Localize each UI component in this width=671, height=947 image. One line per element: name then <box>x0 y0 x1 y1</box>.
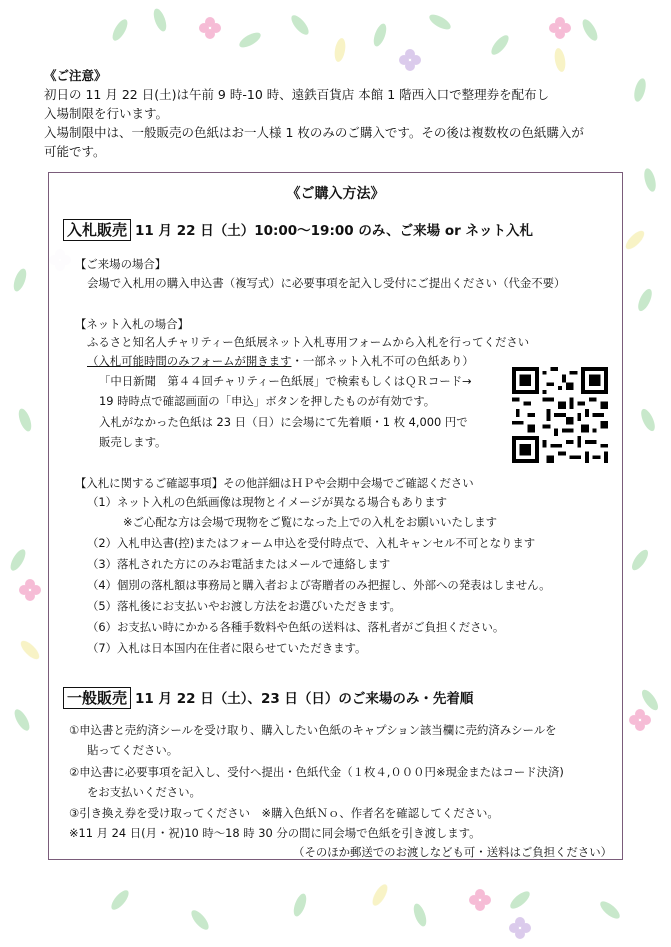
notice-section <box>44 66 644 161</box>
net-line: ふるさと知名人チャリティー色紙展ネット入札専用フォームから入札を行ってください <box>87 335 530 349</box>
confirm-item: （3）落札された方にのみお電話またはメールで連絡します <box>87 557 391 571</box>
confirm-heading <box>75 476 474 491</box>
confirm-item: （1）ネット入札の色紙画像は現物とイメージが異なる場合もあります <box>87 495 448 509</box>
confirm-heading-sub: その他詳細はＨＰや会期中会場でご確認ください <box>223 476 474 490</box>
net-heading: 【ネット入札の場合】 <box>75 317 189 331</box>
net-line: 販売します。 <box>99 435 167 449</box>
general-sale-heading <box>63 687 473 708</box>
net-line <box>87 354 474 369</box>
bid-sale-heading <box>63 219 533 240</box>
notice-line: 初日の 11 月 22 日(土)は午前 9 時-10 時、遠鉄百貨店 本館 1 階西入口で整理券を配布し <box>44 87 550 102</box>
confirm-heading-label: 【入札に関するご確認事項】 <box>75 476 224 490</box>
notice-line: 入場制限を行います。 <box>44 106 169 121</box>
general-line: ②申込書に必要事項を記入し、受付へ提出・色紙代金（１枚４,０００円※現金またはコード決済) <box>69 765 564 779</box>
bid-sale-headline: 11 月 22 日（土）10:00～19:00 のみ、ご来場 or ネット入札 <box>135 223 533 239</box>
general-sale-headline: 11 月 22 日（土）、23 日（日）のご来場のみ・先着順 <box>135 691 474 707</box>
confirm-item: （7）入札は日本国内在住者に限らせていただきます。 <box>87 641 367 655</box>
notice-line: 可能です。 <box>44 144 106 159</box>
general-line: 貼ってください。 <box>87 743 179 757</box>
net-line: 「中日新聞 第４４回チャリティー色紙展」で検索もしくはＱＲコード→ <box>99 374 472 388</box>
box-title: 《ご購入方法》 <box>286 186 385 202</box>
net-line: 入札がなかった色紙は 23 日（日）に会場にて先着順・1 枚 4,000 円で <box>99 415 468 429</box>
net-line: 19 時時点で確認画面の「申込」ボタンを押したものが有効です。 <box>99 394 436 408</box>
net-line-rest: ・一部ネット入札不可の色紙あり） <box>291 354 474 368</box>
confirm-item: （6）お支払い時にかかる各種手数料や色紙の送料は、落札者がご負担ください。 <box>87 620 505 634</box>
net-line-underlined: （入札可能時間のみフォームが開きます <box>87 354 292 368</box>
confirm-item: （2）入札申込書(控)またはフォーム申込を受付時点で、入札キャンセル不可となります <box>87 536 536 550</box>
general-line-note: （そのほか郵送でのお渡しなども可・送料はご負担ください） <box>293 845 612 859</box>
qr-code[interactable] <box>512 367 608 463</box>
visit-text: 会場で入札用の購入申込書（複写式）に必要事項を記入し受付にご提出ください（代金不要） <box>87 276 566 290</box>
visit-heading: 【ご来場の場合】 <box>75 257 167 271</box>
purchase-method-box <box>48 172 623 860</box>
bid-sale-tag: 入札販売 <box>63 219 131 241</box>
notice-line: 入場制限中は、一般販売の色紙はお一人様 1 枚のみのご購入です。その後は複数枚の色紙購入が <box>44 125 584 140</box>
general-line: をお支払いください。 <box>87 785 201 799</box>
general-sale-tag: 一般販売 <box>63 687 131 709</box>
notice-heading: 《ご注意》 <box>44 68 107 83</box>
confirm-item: （5）落札後にお支払いやお渡し方法をお選びいただきます。 <box>87 599 401 613</box>
confirm-item-note: ※ご心配な方は会場で現物をご覧になった上での入札をお願いいたします <box>123 515 498 529</box>
general-line: ③引き換え券を受け取ってください ※購入色紙Ｎｏ、作者名を確認してください。 <box>69 806 499 820</box>
general-line: ①申込書と売約済シールを受け取り、購入したい色紙のキャプション該当欄に売約済みシールを <box>69 723 557 737</box>
general-line: ※11 月 24 日(月・祝)10 時～18 時 30 分の間に同会場で色紙を引き渡します。 <box>69 826 481 840</box>
confirm-item: （4）個別の落札額は事務局と購入者および寄贈者のみ把握し、外部への発表はしません。 <box>87 578 551 592</box>
